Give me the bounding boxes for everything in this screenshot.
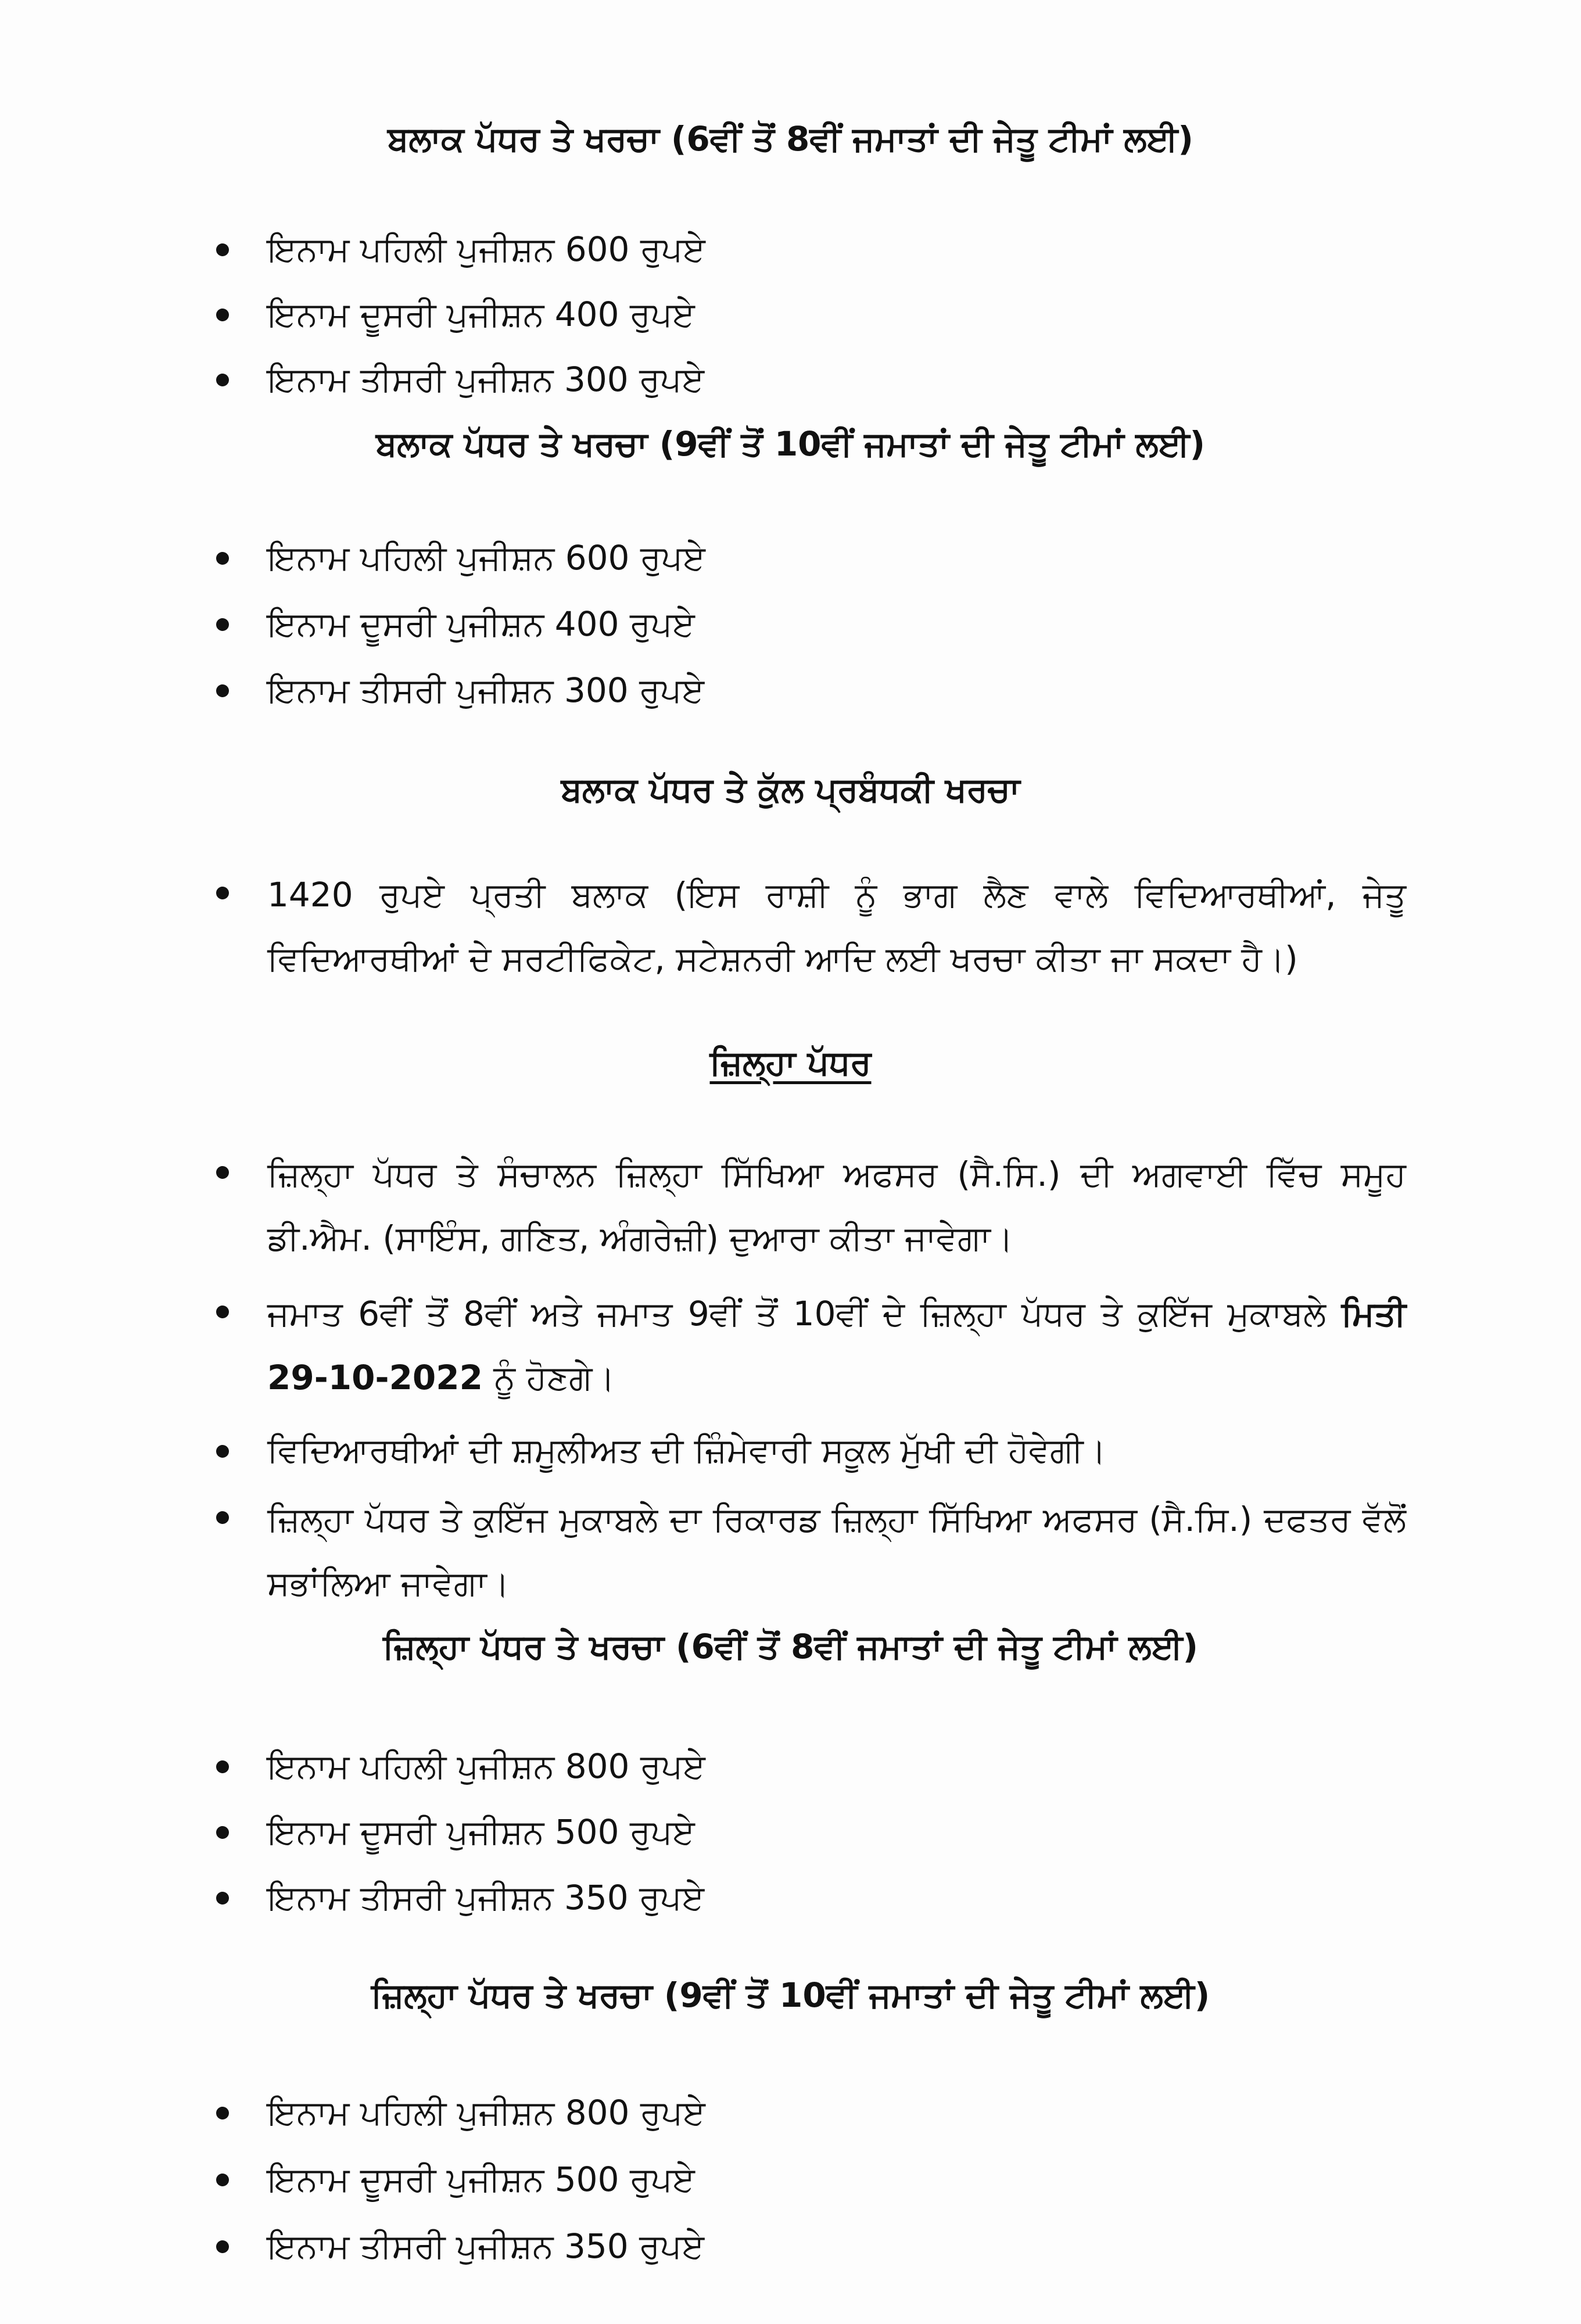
list-item: ਇਨਾਮ ਦੂਸਰੀ ਪੁਜੀਸ਼ਨ 400 ਰੁਪਏ xyxy=(267,295,695,334)
bullet-icon xyxy=(216,2240,229,2253)
bullet-icon xyxy=(216,1166,229,1179)
list-item xyxy=(267,1282,1406,1410)
district-senior-heading: ਜ਼ਿਲ੍ਹਾ ਪੱਧਰ ਤੇ ਖਰਚਾ (9ਵੀਂ ਤੋਂ 10ਵੀਂ ਜਮਾਤਾਂ ਦੀ ਜੇਤੂ ਟੀਮਾਂ ਲਈ) xyxy=(371,1975,1210,2015)
block-total-heading: ਬਲਾਕ ਪੱਧਰ ਤੇ ਕੁੱਲ ਪ੍ਰਬੰਧਕੀ ਖਰਚਾ xyxy=(561,770,1020,809)
list-item: ਜ਼ਿਲ੍ਹਾ ਪੱਧਰ ਤੇ ਕੁਇੱਜ ਮੁਕਾਬਲੇ ਦਾ ਰਿਕਾਰਡ ਜ਼ਿਲ੍ਹਾ ਸਿੱਖਿਆ ਅਫਸਰ (ਸੈ.ਸਿ.) ਦਫਤਰ ਵੱਲੋਂ ਸਭਾਂਲਿਆ ਜਾਵੇਗਾ। xyxy=(267,1500,1406,1603)
bullet-icon xyxy=(216,552,229,565)
quiz-date-text: ਜਮਾਤ 6ਵੀਂ ਤੋਂ 8ਵੀਂ ਅਤੇ ਜਮਾਤ 9ਵੀਂ ਤੋਂ 10ਵੀਂ ਦੇ ਜ਼ਿਲ੍ਹਾ ਪੱਧਰ ਤੇ ਕੁਇੱਜ ਮੁਕਾਬਲੇ xyxy=(267,1294,1327,1333)
quiz-date: ਮਿਤੀ 29-10-2022 xyxy=(267,1294,1406,1397)
bullet-icon xyxy=(216,374,229,386)
list-item: ਜ਼ਿਲ੍ਹਾ ਪੱਧਰ ਤੇ ਸੰਚਾਲਨ ਜ਼ਿਲ੍ਹਾ ਸਿੱਖਿਆ ਅਫਸਰ (ਸੈ.ਸਿ.) ਦੀ ਅਗਵਾਈ ਵਿੱਚ ਸਮੂਹ ਡੀ.ਐਮ. (ਸਾਇੰਸ, ਗਣਿਤ, ਅੰਗਰੇਜ਼ੀ) ਦੁਆਰਾ ਕੀਤਾ ਜਾਵੇਗਾ। xyxy=(267,1154,1406,1258)
block-junior-heading: ਬਲਾਕ ਪੱਧਰ ਤੇ ਖਰਚਾ (6ਵੀਂ ਤੋਂ 8ਵੀਂ ਜਮਾਤਾਂ ਦੀ ਜੇਤੂ ਟੀਮਾਂ ਲਈ) xyxy=(388,119,1193,159)
list-item: ਇਨਾਮ ਪਹਿਲੀ ਪੁਜੀਸ਼ਨ 800 ਰੁਪਏ xyxy=(267,1746,705,1786)
list-item: ਇਨਾਮ ਪਹਿਲੀ ਪੁਜੀਸ਼ਨ 600 ਰੁਪਏ xyxy=(267,538,705,578)
list-item: ਇਨਾਮ ਤੀਸਰੀ ਪੁਜੀਸ਼ਨ 350 ਰੁਪਏ xyxy=(267,2226,705,2266)
bullet-icon xyxy=(216,1826,229,1839)
list-item: ਇਨਾਮ ਪਹਿਲੀ ਪੁਜੀਸ਼ਨ 600 ਰੁਪਏ xyxy=(267,229,705,269)
bullet-icon xyxy=(216,1445,229,1458)
district-heading: ਜ਼ਿਲ੍ਹਾ ਪੱਧਰ xyxy=(709,1043,872,1082)
bullet-icon xyxy=(216,887,229,899)
list-item: 1420 ਰੁਪਏ ਪ੍ਰਤੀ ਬਲਾਕ (ਇਸ ਰਾਸ਼ੀ ਨੂੰ ਭਾਗ ਲੈਣ ਵਾਲੇ ਵਿਦਿਆਰਥੀਆਂ, ਜੇਤੂ ਵਿਦਿਆਰਥੀਆਂ ਦੇ ਸਰਟੀਫਿਕੇਟ, ਸਟੇਸ਼ਨਰੀ ਆਦਿ ਲਈ ਖਰਚਾ ਕੀਤਾ ਜਾ ਸਕਦਾ ਹੈ।) xyxy=(267,875,1406,978)
list-item: ਇਨਾਮ ਤੀਸਰੀ ਪੁਜੀਸ਼ਨ 300 ਰੁਪਏ xyxy=(267,360,705,399)
bullet-icon xyxy=(216,1892,229,1905)
list-item: ਇਨਾਮ ਤੀਸਰੀ ਪੁਜੀਸ਼ਨ 350 ਰੁਪਏ xyxy=(267,1878,705,1917)
list-item: ਇਨਾਮ ਤੀਸਰੀ ਪੁਜੀਸ਼ਨ 300 ਰੁਪਏ xyxy=(267,670,705,710)
bullet-icon xyxy=(216,2107,229,2119)
list-item: ਇਨਾਮ ਦੂਸਰੀ ਪੁਜੀਸ਼ਨ 500 ਰੁਪਏ xyxy=(267,2160,695,2199)
list-item: ਵਿਦਿਆਰਥੀਆਂ ਦੀ ਸ਼ਮੂਲੀਅਤ ਦੀ ਜ਼ਿੰਮੇਵਾਰੀ ਸਕੂਲ ਮੁੱਖੀ ਦੀ ਹੋਵੇਗੀ। xyxy=(267,1430,1106,1470)
bullet-icon xyxy=(216,1760,229,1773)
list-item: ਇਨਾਮ ਪਹਿਲੀ ਪੁਜੀਸ਼ਨ 800 ਰੁਪਏ xyxy=(267,2093,705,2132)
bullet-icon xyxy=(216,618,229,631)
district-junior-heading: ਜ਼ਿਲ੍ਹਾ ਪੱਧਰ ਤੇ ਖਰਚਾ (6ਵੀਂ ਤੋਂ 8ਵੀਂ ਜਮਾਤਾਂ ਦੀ ਜੇਤੂ ਟੀਮਾਂ ਲਈ) xyxy=(382,1627,1199,1666)
bullet-icon xyxy=(216,1511,229,1524)
list-item: ਇਨਾਮ ਦੂਸਰੀ ਪੁਜੀਸ਼ਨ 400 ਰੁਪਏ xyxy=(267,604,695,644)
bullet-icon xyxy=(216,2174,229,2186)
bullet-icon xyxy=(216,243,229,256)
bullet-icon xyxy=(216,309,229,321)
bullet-icon xyxy=(216,1306,229,1318)
quiz-date-end: ਨੂੰ ਹੋਣਗੇ। xyxy=(483,1358,615,1397)
list-item: ਇਨਾਮ ਦੂਸਰੀ ਪੁਜੀਸ਼ਨ 500 ਰੁਪਏ xyxy=(267,1812,695,1852)
block-senior-heading: ਬਲਾਕ ਪੱਧਰ ਤੇ ਖਰਚਾ (9ਵੀਂ ਤੋਂ 10ਵੀਂ ਜਮਾਤਾਂ ਦੀ ਜੇਤੂ ਟੀਮਾਂ ਲਈ) xyxy=(375,424,1206,464)
bullet-icon xyxy=(216,684,229,697)
